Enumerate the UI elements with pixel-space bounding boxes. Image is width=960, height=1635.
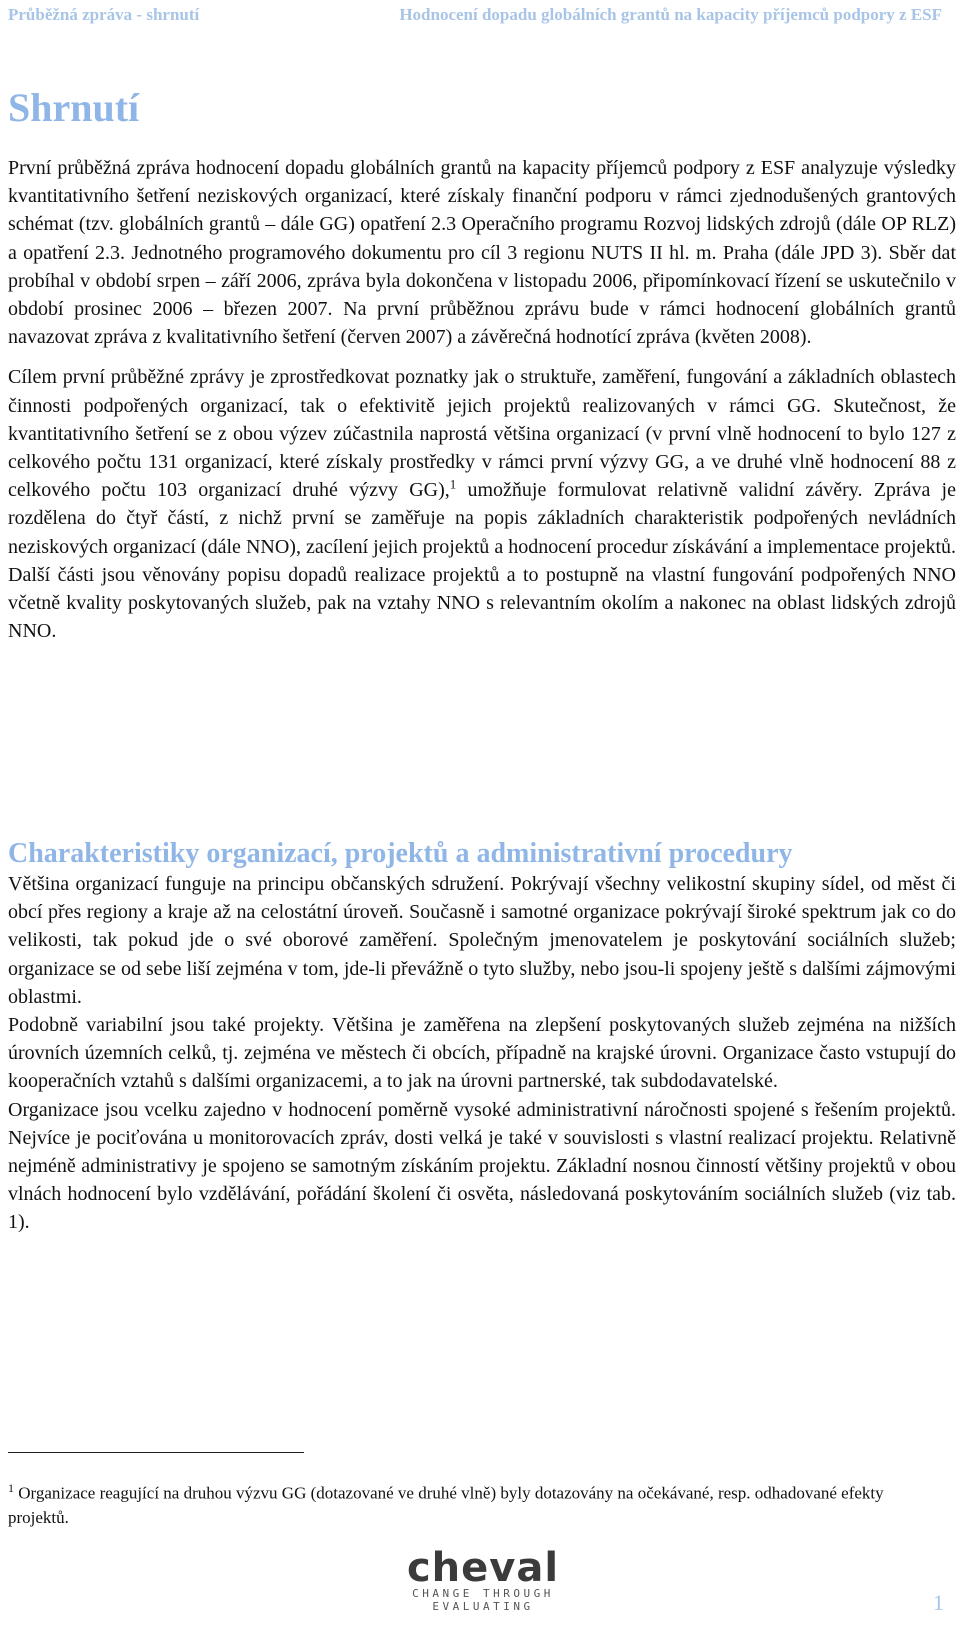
footnote-number: 1 <box>8 1481 14 1495</box>
logo-tagline: CHANGE THROUGH EVALUATING <box>412 1587 554 1613</box>
logo-word-e: e <box>461 1545 490 1591</box>
summary-paragraph-2 <box>8 363 956 645</box>
footnote-reference[interactable]: 1 <box>449 476 457 492</box>
page-number: 1 <box>933 1590 944 1615</box>
footnote <box>8 1476 948 1530</box>
cheval-logo <box>368 1545 598 1613</box>
footnote-text: Organizace reagující na druhou výzvu GG (dotazované ve druhé vlně) byly dotazovány na očekávané, resp. odhadované efekty projektů. <box>8 1483 884 1527</box>
characteristics-section <box>8 870 956 1237</box>
characteristics-paragraph-3: Organizace jsou vcelku zajedno v hodnocení poměrně vysoké administrativní náročnosti spojené s řešením projektů. Nejvíce je pociťována u monitorovacích zpráv, dosti velká je také v souvislosti s vlastní realizací projektu. Relativně nejméně administrativy je spojeno se samotným získáním projektu. Základní nosnou činností většiny projektů v obou vlnách hodnocení bylo vzdělávání, pořádání školení či osvěta, následovaná poskytováním sociálních služeb (viz tab. 1). <box>8 1098 956 1234</box>
summary-section <box>8 154 956 657</box>
page-title: Shrnutí <box>8 85 140 130</box>
header-left: Průběžná zpráva - shrnutí <box>8 5 200 24</box>
footnote-divider <box>8 1452 304 1453</box>
running-header <box>8 4 942 26</box>
logo-word-part-a: ch <box>406 1545 462 1591</box>
summary-paragraph-2-text-b: umožňuje formulovat relativně validní závěry. Zpráva je rozdělena do čtyř částí, z nichž první se zaměřuje na popis základních charakteristik podpořených nevládních neziskových organizací (dále NNO), zacílení jejich projektů a hodnocení procedur získávání a implementace projektů. Další části jsou věnovány popisu dopadů realizace projektů a to postupně na vlastní fungování podpořených NNO včetně kvality poskytovaných služeb, pak na vztahy NNO s relevantním okolím a nakonec na oblast lidských zdrojů NNO. <box>8 479 956 643</box>
characteristics-paragraph-1: Většina organizací funguje na principu občanských sdružení. Pokrývají všechny velikostní skupiny sídel, od měst či obcí přes regiony a kraje až na celostátní úroveň. Současně i samotné organizace pokrývají široké spektrum jak co do velikosti, tak pokud jde o své oborové zaměření. Společným jmenovatelem je poskytování sociálních služeb; organizace se od sebe liší zejména v tom, jde-li převážně o tyto služby, nebo jsou-li spojeny ještě s dalšími zájmovými oblastmi. <box>8 873 956 1008</box>
logo-word-part-b: val <box>489 1545 560 1591</box>
logo-wordmark <box>368 1545 598 1591</box>
header-right: Hodnocení dopadu globálních grantů na kapacity příjemců podpory z ESF <box>399 5 942 24</box>
summary-paragraph-2-text-a: Cílem první průběžné zprávy je zprostředkovat poznatky jak o struktuře, zaměření, fungování a základních oblastech činnosti podpořených organizací, tak o efektivitě jejich projektů realizovaných v rámci GG. Skutečnost, že kvantitativního šetření se z obou výzev zúčastnila naprostá většina organizací (v první vlně hodnocení to bylo 127 z celkového počtu 131 organizací, které získaly prostředky v rámci první výzvy GG, a ve druhé vlně hodnocení 88 z celkového počtu 103 organizací druhé výzvy GG), <box>8 366 956 502</box>
section-heading: Charakteristiky organizací, projektů a administrativní procedury <box>8 838 793 869</box>
summary-paragraph-1: První průběžná zpráva hodnocení dopadu globálních grantů na kapacity příjemců podpory z ESF analyzuje výsledky kvantitativního šetření neziskových organizací, které získaly finanční podporu v rámci zjednodušených grantových schémat (tzv. globálních grantů – dále GG) opatření 2.3 Operačního programu Rozvoj lidských zdrojů (dále OP RLZ) a opatření 2.3. Jednotného programového dokumentu pro cíl 3 regionu NUTS II hl. m. Praha (dále JPD 3). Sběr dat probíhal v období srpen – září 2006, zpráva byla dokončena v listopadu 2006, připomínkovací řízení se uskutečnilo v období prosinec 2006 – březen 2007. Na první průběžnou zprávu bude v rámci hodnocení globálních grantů navazovat zpráva z kvalitativního šetření (červen 2007) a závěrečná hodnotící zpráva (květen 2008). <box>8 157 956 349</box>
characteristics-paragraph-2: Podobně variabilní jsou také projekty. Většina je zaměřena na zlepšení poskytovaných služeb zejména na nižších úrovních územních celků, tj. zejména ve městech či obcích, případně na krajské úrovni. Organizace často vstupují do kooperačních vztahů s dalšími organizacemi, a to jak na úrovni partnerské, tak subdodavatelské. <box>8 1014 956 1093</box>
